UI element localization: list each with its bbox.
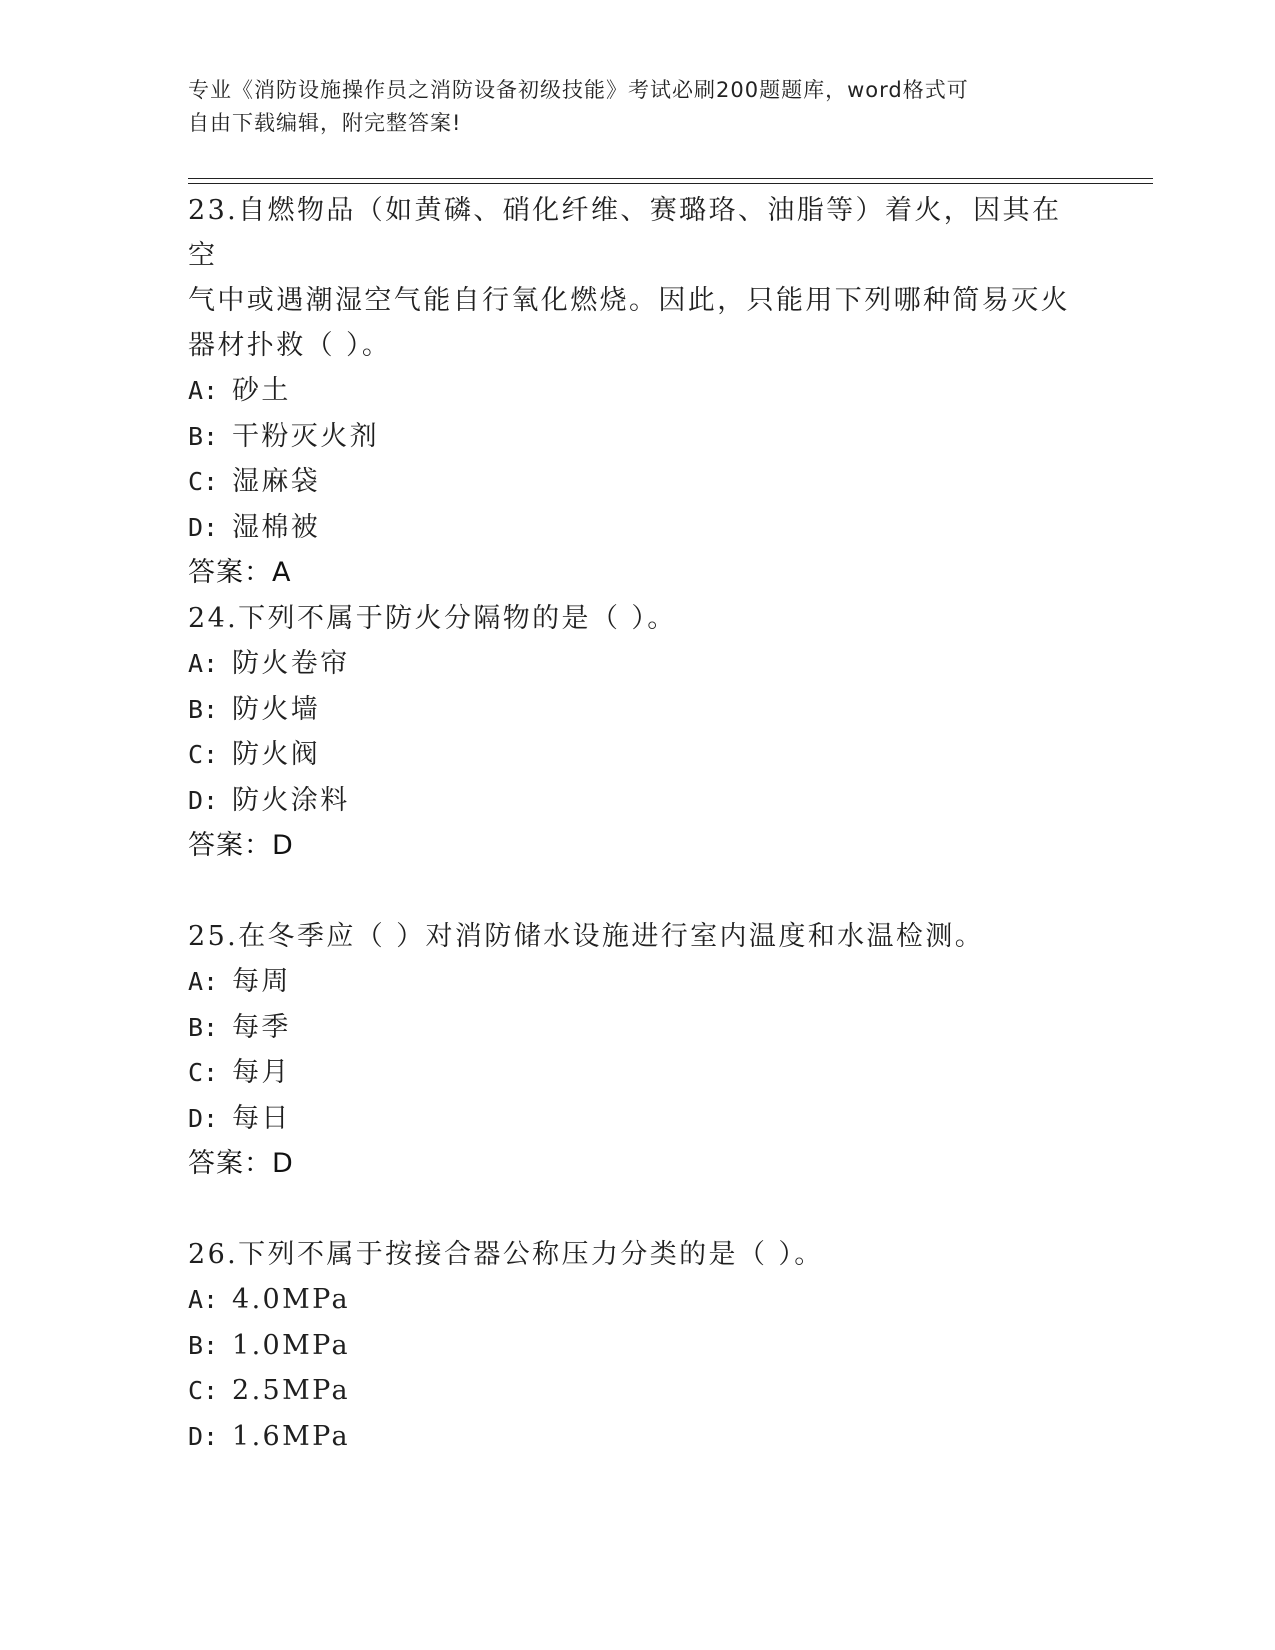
option-a: [188, 368, 1088, 414]
option-key: C:: [188, 467, 219, 496]
header-divider-bottom: [188, 183, 1153, 184]
option-text: 每月: [232, 1057, 291, 1088]
option-text: 防火墙: [232, 693, 321, 725]
answer-label: 答案：A: [188, 557, 292, 588]
option-text: 湿棉被: [232, 511, 321, 543]
question-text-line: 26.下列不属于按接合器公称压力分类的是（ ）。: [188, 1239, 824, 1270]
option-key: A:: [188, 376, 219, 405]
option-text: 2.5MPa: [232, 1375, 351, 1406]
option-text: 防火卷帘: [232, 648, 350, 679]
option-text: 1.6MPa: [232, 1420, 351, 1452]
option-text: 湿麻袋: [232, 466, 321, 497]
option-text: 每季: [232, 1011, 291, 1043]
option-text: 防火阀: [232, 739, 321, 770]
question-text-line: 25.在冬季应（ ）对消防储水设施进行室内温度和水温检测。: [188, 921, 985, 952]
option-c: [188, 1368, 1088, 1414]
option-b: [188, 1005, 1088, 1051]
option-d: [188, 505, 1088, 551]
question-26: [188, 1232, 1088, 1459]
option-text: 砂土: [232, 375, 291, 406]
question-23: [188, 188, 1088, 596]
option-c: [188, 459, 1088, 505]
header-divider-top: [188, 178, 1153, 179]
header-line-2: 自由下载编辑，附完整答案!: [188, 111, 462, 135]
option-key: A:: [188, 649, 219, 678]
option-text: 干粉灭火剂: [232, 420, 379, 452]
option-b: [188, 687, 1088, 733]
option-text: 防火涂料: [232, 784, 350, 816]
question-25: [188, 914, 1088, 1187]
header-line-1: 专业《消防设施操作员之消防设备初级技能》考试必刷200题题库，word格式可: [188, 78, 969, 102]
document-header: [188, 74, 1088, 140]
option-key: D:: [188, 1103, 219, 1133]
question-text-line: 器材扑救（ ）。: [188, 330, 392, 361]
option-key: B:: [188, 1330, 219, 1360]
question-text-line: 气中或遇潮湿空气能自行氧化燃烧。因此，只能用下列哪种简易灭火: [188, 285, 1070, 316]
option-key: A:: [188, 1285, 219, 1314]
option-d: [188, 1414, 1088, 1460]
option-text: 每周: [232, 966, 291, 997]
option-key: B:: [188, 421, 219, 451]
option-a: [188, 959, 1088, 1005]
option-b: [188, 1323, 1088, 1369]
option-a: [188, 1277, 1088, 1323]
option-b: [188, 414, 1088, 460]
option-text: 每日: [232, 1102, 291, 1134]
option-key: B:: [188, 1012, 219, 1042]
question-text-line: 24.下列不属于防火分隔物的是（ ）。: [188, 603, 677, 634]
option-d: [188, 1096, 1088, 1142]
option-d: [188, 778, 1088, 824]
option-key: A:: [188, 967, 219, 996]
option-key: D:: [188, 1421, 219, 1451]
option-text: 1.0MPa: [232, 1329, 351, 1361]
option-key: C:: [188, 1058, 219, 1087]
option-key: C:: [188, 740, 219, 769]
question-text-line: 23.自燃物品（如黄磷、硝化纤维、赛璐珞、油脂等）着火，因其在空: [188, 195, 1062, 271]
option-key: C:: [188, 1376, 219, 1405]
option-c: [188, 732, 1088, 778]
answer-label: 答案：D: [188, 1148, 294, 1179]
option-c: [188, 1050, 1088, 1096]
option-key: D:: [188, 785, 219, 815]
option-a: [188, 641, 1088, 687]
answer-label: 答案：D: [188, 830, 294, 861]
question-24: [188, 596, 1088, 869]
option-text: 4.0MPa: [232, 1284, 351, 1315]
option-key: D:: [188, 512, 219, 542]
option-key: B:: [188, 694, 219, 724]
